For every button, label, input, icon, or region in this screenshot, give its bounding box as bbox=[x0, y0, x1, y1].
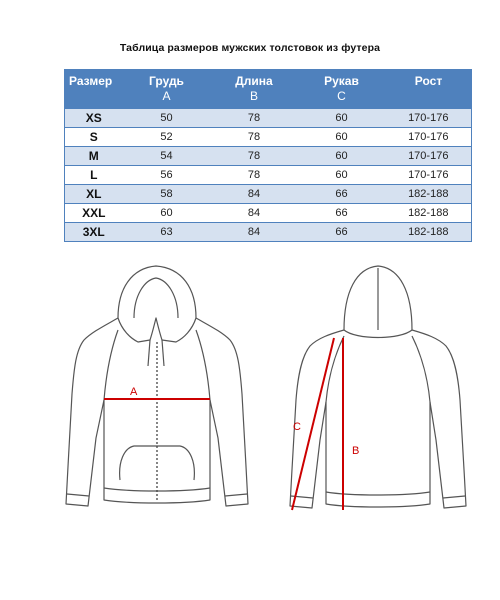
table-row bbox=[65, 128, 472, 147]
height-cell: 170-176 bbox=[386, 166, 472, 185]
header-size bbox=[65, 70, 123, 109]
table-row bbox=[65, 223, 472, 242]
header-length bbox=[211, 70, 298, 109]
hoodie-back-view bbox=[290, 266, 466, 508]
label-c: C bbox=[293, 421, 301, 433]
sleeve-cell: 60 bbox=[298, 109, 386, 128]
header-chest-letter: A bbox=[162, 89, 171, 103]
header-sleeve-letter: C bbox=[337, 89, 346, 103]
sleeve-cell: 60 bbox=[298, 147, 386, 166]
size-cell: M bbox=[65, 147, 123, 166]
table-row bbox=[65, 204, 472, 223]
chest-cell: 63 bbox=[123, 223, 211, 242]
chest-cell: 52 bbox=[123, 128, 211, 147]
size-cell: L bbox=[65, 166, 123, 185]
length-cell: 84 bbox=[211, 223, 298, 242]
header-sleeve bbox=[298, 70, 386, 109]
chest-cell: 60 bbox=[123, 204, 211, 223]
sleeve-cell: 60 bbox=[298, 128, 386, 147]
size-chart-title: Таблица размеров мужских толстовок из футера bbox=[119, 42, 381, 54]
header-length-label: Длина bbox=[235, 74, 273, 88]
sleeve-cell: 66 bbox=[298, 223, 386, 242]
table-row bbox=[65, 185, 472, 204]
size-table bbox=[64, 69, 472, 242]
height-cell: 182-188 bbox=[386, 223, 472, 242]
height-cell: 170-176 bbox=[386, 128, 472, 147]
length-cell: 78 bbox=[211, 147, 298, 166]
label-a: A bbox=[130, 386, 138, 398]
header-height bbox=[386, 70, 472, 109]
size-table-header-row bbox=[65, 70, 472, 109]
height-cell: 170-176 bbox=[386, 147, 472, 166]
header-chest-label: Грудь bbox=[149, 74, 184, 88]
size-cell: S bbox=[65, 128, 123, 147]
table-row bbox=[65, 147, 472, 166]
size-cell: XS bbox=[65, 109, 123, 128]
header-sleeve-label: Рукав bbox=[324, 74, 359, 88]
size-cell: XL bbox=[65, 185, 123, 204]
size-cell: 3XL bbox=[65, 223, 123, 242]
size-cell: XXL bbox=[65, 204, 123, 223]
length-cell: 84 bbox=[211, 204, 298, 223]
header-size-label: Размер bbox=[69, 74, 113, 88]
sleeve-cell: 66 bbox=[298, 185, 386, 204]
chest-cell: 54 bbox=[123, 147, 211, 166]
table-row bbox=[65, 109, 472, 128]
sleeve-cell: 60 bbox=[298, 166, 386, 185]
chest-cell: 56 bbox=[123, 166, 211, 185]
sleeve-cell: 66 bbox=[298, 204, 386, 223]
hoodie-diagrams bbox=[0, 258, 500, 518]
chest-cell: 58 bbox=[123, 185, 211, 204]
length-cell: 78 bbox=[211, 166, 298, 185]
header-chest bbox=[123, 70, 211, 109]
height-cell: 170-176 bbox=[386, 109, 472, 128]
table-row bbox=[65, 166, 472, 185]
label-b: B bbox=[352, 445, 360, 457]
header-height-label: Рост bbox=[414, 74, 443, 88]
header-length-letter: B bbox=[249, 89, 258, 103]
height-cell: 182-188 bbox=[386, 204, 472, 223]
chest-cell: 50 bbox=[123, 109, 211, 128]
length-cell: 78 bbox=[211, 128, 298, 147]
length-cell: 84 bbox=[211, 185, 298, 204]
length-cell: 78 bbox=[211, 109, 298, 128]
height-cell: 182-188 bbox=[386, 185, 472, 204]
